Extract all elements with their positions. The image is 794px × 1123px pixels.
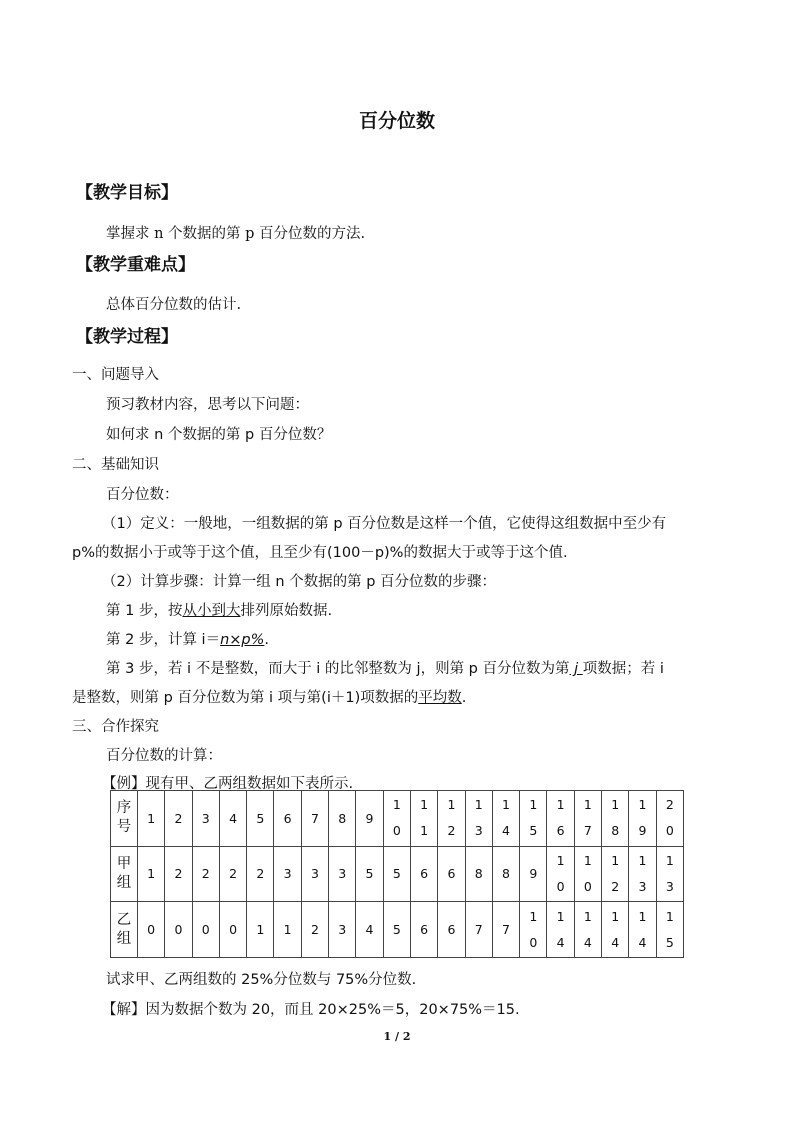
header-cell-digit: 1 <box>420 823 429 839</box>
table-cell <box>547 902 574 958</box>
header-cell: 6 <box>274 791 301 847</box>
table-cell-digit: 1 <box>638 852 647 868</box>
step-1-underlined: 从小到大 <box>182 603 241 619</box>
table-cell: 8 <box>492 846 519 902</box>
definition-line-a: （1）定义：一般地，一组数据的第 p 百分位数是这样一个值，它使得这组数据中至少有 <box>102 516 667 532</box>
step-3b-pre: 是整数，则第 p 百分位数为第 i 项与第(i＋1)项数据的 <box>72 690 419 706</box>
table-cell-digit: 1 <box>665 908 674 924</box>
header-label-cell-char: 序 <box>116 800 132 817</box>
table-cell: 7 <box>492 902 519 958</box>
section-heading-goal: 【教学目标】 <box>76 183 178 203</box>
step-3b-post: . <box>461 690 467 706</box>
question-text: 试求甲、乙两组数的 25%分位数与 75%分位数. <box>106 972 417 988</box>
step-3-line-a <box>106 657 664 678</box>
part1-heading: 一、问题导入 <box>72 367 159 383</box>
table-cell-digit: 4 <box>556 934 565 950</box>
table-cell <box>629 902 656 958</box>
header-cell <box>520 791 547 847</box>
header-cell-digit: 1 <box>447 797 456 813</box>
table-cell: 8 <box>465 846 492 902</box>
table-cell <box>602 902 629 958</box>
section-heading-process: 【教学过程】 <box>76 327 178 347</box>
table-cell-digit: 1 <box>611 852 620 868</box>
header-cell-digit: 1 <box>529 797 538 813</box>
table-cell: 2 <box>219 846 246 902</box>
table-header-row <box>111 791 684 847</box>
step-1-pre: 第 1 步，按 <box>106 603 183 619</box>
header-cell <box>410 791 437 847</box>
step-2-pre: 第 2 步，计算 i＝ <box>106 632 221 648</box>
table-cell-digit: 2 <box>611 878 620 894</box>
header-cell-digit: 1 <box>583 797 592 813</box>
table-cell: 0 <box>165 902 192 958</box>
table-cell-digit: 3 <box>665 878 674 894</box>
header-cell <box>383 791 410 847</box>
step-2-underlined: n×p% <box>220 632 265 648</box>
table-cell-digit: 4 <box>611 934 620 950</box>
solution-text: 【解】因为数据个数为 20，而且 20×25%＝5，20×75%＝15. <box>102 1002 520 1018</box>
row-label-cell-char: 甲 <box>116 855 132 872</box>
row-label-cell-char: 组 <box>116 930 132 947</box>
table-cell: 3 <box>329 846 356 902</box>
part2-heading: 二、基础知识 <box>72 457 159 473</box>
goal-text: 掌握求 n 个数据的第 p 百分位数的方法. <box>106 226 366 242</box>
table-cell-digit: 1 <box>611 908 620 924</box>
step-2-post: . <box>264 632 270 648</box>
table-cell: 6 <box>410 902 437 958</box>
table-cell: 4 <box>356 902 383 958</box>
table-cell: 5 <box>356 846 383 902</box>
header-cell-digit: 1 <box>420 797 429 813</box>
header-cell <box>602 791 629 847</box>
table-cell-digit: 1 <box>638 908 647 924</box>
table-cell-digit: 0 <box>556 878 565 894</box>
table-cell-digit: 1 <box>556 852 565 868</box>
header-cell <box>492 791 519 847</box>
part3-heading: 三、合作探究 <box>72 719 159 735</box>
row-label-cell <box>111 902 138 958</box>
table-cell: 5 <box>383 846 410 902</box>
header-cell-digit: 9 <box>638 823 647 839</box>
row-label-cell-char: 乙 <box>116 911 132 928</box>
table-cell-digit: 1 <box>583 852 592 868</box>
definition-line-b: p%的数据小于或等于这个值，且至少有(100－p)%的数据大于或等于这个值. <box>72 545 568 561</box>
table-cell: 2 <box>247 846 274 902</box>
header-cell <box>656 791 683 847</box>
table-cell: 0 <box>219 902 246 958</box>
header-label-cell-char: 号 <box>116 819 132 836</box>
table-cell: 3 <box>274 846 301 902</box>
table-cell: 0 <box>138 902 165 958</box>
header-cell-digit: 0 <box>392 823 401 839</box>
calc-steps-intro: （2）计算步骤：计算一组 n 个数据的第 p 百分位数的步骤： <box>102 574 497 590</box>
header-cell-digit: 0 <box>665 823 674 839</box>
table-cell-digit: 1 <box>583 908 592 924</box>
header-cell <box>465 791 492 847</box>
table-cell <box>574 846 601 902</box>
part1-line2: 如何求 n 个数据的第 p 百分位数？ <box>106 427 332 443</box>
table-cell: 5 <box>383 902 410 958</box>
header-cell: 7 <box>301 791 328 847</box>
page-number: 1 / 2 <box>383 1030 411 1043</box>
data-table <box>110 790 684 958</box>
step-3-line-b <box>72 686 466 707</box>
table-cell-digit: 5 <box>665 934 674 950</box>
header-cell: 9 <box>356 791 383 847</box>
section-heading-key: 【教学重难点】 <box>76 255 195 275</box>
table-cell <box>656 902 683 958</box>
step-3a-pre: 第 3 步，若 i 不是整数，而大于 i 的比邻整数为 j，则第 p 百分位数为第 <box>106 661 570 677</box>
table-row <box>111 902 684 958</box>
header-cell: 5 <box>247 791 274 847</box>
part1-line1: 预习教材内容，思考以下问题： <box>106 397 309 413</box>
table-cell: 2 <box>165 846 192 902</box>
example-text: 【例】现有甲、乙两组数据如下表所示. <box>102 776 354 792</box>
table-cell <box>520 902 547 958</box>
table-cell: 3 <box>301 846 328 902</box>
table-cell-digit: 4 <box>638 934 647 950</box>
step-3b-underlined: 平均数 <box>418 690 462 706</box>
table-cell <box>574 902 601 958</box>
header-cell-digit: 1 <box>611 797 620 813</box>
row-label-cell-char: 组 <box>116 874 132 891</box>
part2-sub: 百分位数： <box>106 487 179 503</box>
step-1 <box>106 599 332 620</box>
table-cell: 6 <box>438 846 465 902</box>
header-cell <box>547 791 574 847</box>
table-cell: 6 <box>410 846 437 902</box>
table-cell: 9 <box>520 846 547 902</box>
header-cell-digit: 1 <box>392 797 401 813</box>
table-cell: 6 <box>438 902 465 958</box>
row-label-cell <box>111 846 138 902</box>
step-2 <box>106 628 269 649</box>
table-cell-digit: 3 <box>638 878 647 894</box>
header-cell-digit: 4 <box>502 823 510 839</box>
table-row <box>111 846 684 902</box>
header-cell <box>438 791 465 847</box>
header-cell-digit: 5 <box>529 823 538 839</box>
header-cell-digit: 1 <box>556 797 565 813</box>
table-cell: 2 <box>192 846 219 902</box>
part3-sub: 百分位数的计算： <box>106 748 222 764</box>
page-title: 百分位数 <box>358 110 435 132</box>
header-cell: 8 <box>329 791 356 847</box>
header-cell <box>629 791 656 847</box>
header-cell-digit: 7 <box>583 823 592 839</box>
header-label-cell <box>111 791 138 847</box>
table-cell <box>629 846 656 902</box>
table-cell <box>602 846 629 902</box>
table-cell-digit: 0 <box>583 878 592 894</box>
table-cell: 2 <box>301 902 328 958</box>
table-cell <box>547 846 574 902</box>
table-cell-digit: 0 <box>529 934 538 950</box>
header-cell <box>574 791 601 847</box>
table-cell-digit: 1 <box>529 908 538 924</box>
header-cell-digit: 1 <box>638 797 647 813</box>
header-cell-digit: 1 <box>474 797 483 813</box>
header-cell-digit: 1 <box>502 797 510 813</box>
table-cell: 1 <box>138 846 165 902</box>
table-cell: 7 <box>465 902 492 958</box>
table-cell <box>656 846 683 902</box>
table-cell: 3 <box>329 902 356 958</box>
table-cell: 1 <box>274 902 301 958</box>
header-cell-digit: 3 <box>474 823 483 839</box>
header-cell: 3 <box>192 791 219 847</box>
table-cell-digit: 1 <box>665 852 674 868</box>
step-1-post: 排列原始数据. <box>240 603 333 619</box>
header-cell: 1 <box>138 791 165 847</box>
header-cell-digit: 2 <box>665 797 674 813</box>
step-3a-post: 项数据；若 i <box>582 661 664 677</box>
header-cell: 4 <box>219 791 246 847</box>
table-cell-digit: 1 <box>556 908 565 924</box>
table-cell: 0 <box>192 902 219 958</box>
key-text: 总体百分位数的估计. <box>106 297 242 313</box>
header-cell-digit: 2 <box>447 823 456 839</box>
header-cell-digit: 6 <box>556 823 565 839</box>
header-cell: 2 <box>165 791 192 847</box>
table-cell: 1 <box>247 902 274 958</box>
step-3a-underlined: j <box>569 661 583 677</box>
header-cell-digit: 8 <box>611 823 620 839</box>
table-cell-digit: 4 <box>583 934 592 950</box>
